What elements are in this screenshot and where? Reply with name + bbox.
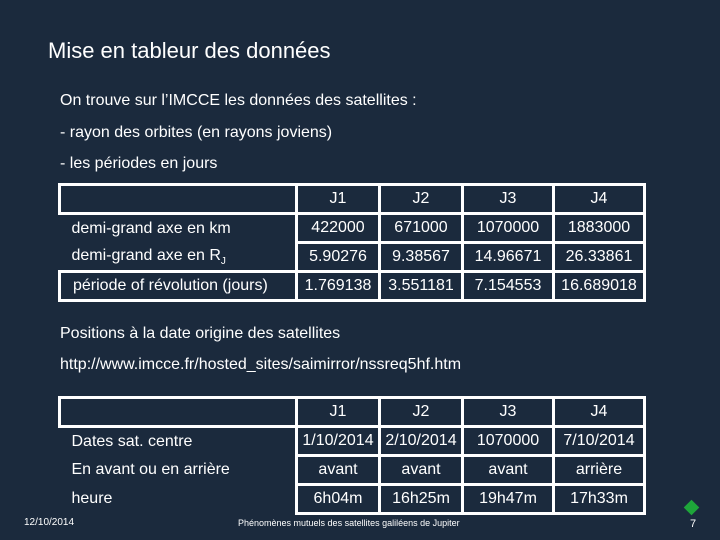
table-header-cell: J1 bbox=[297, 185, 380, 214]
table-cell: 1070000 bbox=[463, 427, 554, 456]
intro-text: On trouve sur l’IMCCE les données des satellites : bbox=[60, 92, 417, 109]
table-header-blank bbox=[60, 185, 297, 214]
table-cell: arrière bbox=[554, 456, 645, 485]
bullet-orbits: - rayon des orbites (en rayons joviens) bbox=[60, 124, 333, 141]
positions-table bbox=[58, 396, 646, 515]
table-cell: 2/10/2014 bbox=[380, 427, 463, 456]
table-header-cell: J4 bbox=[554, 185, 645, 214]
page-number: 7 bbox=[690, 518, 697, 530]
table-cell: 1070000 bbox=[463, 214, 554, 243]
table-cell: avant bbox=[463, 456, 554, 485]
row-label: Dates sat. centre bbox=[71, 432, 193, 450]
bullet-periods: - les périodes en jours bbox=[60, 155, 218, 172]
table-header-cell: J2 bbox=[380, 398, 463, 427]
table-row bbox=[60, 272, 645, 301]
table-cell: 3.551181 bbox=[380, 272, 463, 301]
table-cell: 5.90276 bbox=[297, 243, 380, 272]
table-cell: 671000 bbox=[380, 214, 463, 243]
green-diamond-icon[interactable] bbox=[684, 500, 700, 516]
table-cell: 9.38567 bbox=[380, 243, 463, 272]
footer-center-text: Phénomènes mutuels des satellites galiléens de Jupiter bbox=[238, 518, 460, 528]
row-label-text: période of révolution (jours) bbox=[73, 277, 268, 294]
table-row bbox=[60, 485, 645, 514]
slide-title: Mise en tableur des données bbox=[48, 38, 331, 63]
positions-text: Positions à la date origine des satellites bbox=[60, 325, 341, 342]
table-header-cell: J3 bbox=[463, 398, 554, 427]
table-header-row bbox=[60, 398, 645, 427]
table-cell: 7.154553 bbox=[463, 272, 554, 301]
table-cell: 17h33m bbox=[554, 485, 645, 514]
row-label: En avant ou en arrière bbox=[71, 461, 230, 478]
table-row bbox=[60, 427, 645, 456]
table-cell: 16.689018 bbox=[554, 272, 645, 301]
source-url[interactable]: http://www.imcce.fr/hosted_sites/saimirror/nssreq5hf.htm bbox=[60, 356, 462, 373]
footer-date: 12/10/2014 bbox=[24, 517, 75, 528]
row-label-text: demi-grand axe en R bbox=[71, 247, 221, 265]
table-header-row bbox=[60, 185, 645, 214]
table-row bbox=[60, 456, 645, 485]
row-label-text: demi-grand axe en km bbox=[71, 219, 231, 237]
table-cell: 14.96671 bbox=[463, 243, 554, 272]
table-row bbox=[60, 243, 645, 272]
table-cell: 1.769138 bbox=[297, 272, 380, 301]
table-cell: 19h47m bbox=[463, 485, 554, 514]
table-cell: 1/10/2014 bbox=[297, 427, 380, 456]
table-cell: 6h04m bbox=[297, 485, 380, 514]
satellite-data-table bbox=[58, 183, 646, 302]
row-label: heure bbox=[71, 490, 113, 507]
table-header-cell: J4 bbox=[554, 398, 645, 427]
table-header-cell: J2 bbox=[380, 185, 463, 214]
row-label-subscript: J bbox=[220, 256, 226, 268]
table-row bbox=[60, 214, 645, 243]
table-cell: 26.33861 bbox=[554, 243, 645, 272]
table-cell: 7/10/2014 bbox=[554, 427, 645, 456]
row-label bbox=[60, 214, 297, 243]
table-header-cell: J3 bbox=[463, 185, 554, 214]
row-label bbox=[60, 243, 297, 272]
table-cell: avant bbox=[380, 456, 463, 485]
table-cell: 422000 bbox=[297, 214, 380, 243]
row-label bbox=[60, 272, 297, 301]
table-cell: 16h25m bbox=[380, 485, 463, 514]
table-header-cell: J1 bbox=[297, 398, 380, 427]
table-cell: avant bbox=[297, 456, 380, 485]
table-cell: 1883000 bbox=[554, 214, 645, 243]
table-header-blank bbox=[60, 398, 297, 427]
